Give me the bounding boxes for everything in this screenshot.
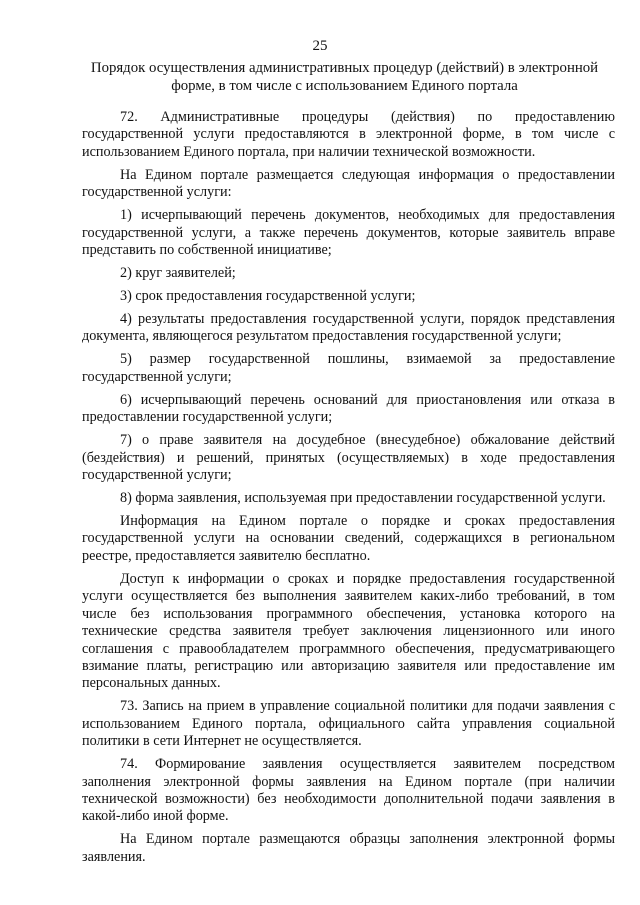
paragraph-free-info: Информация на Едином портале о порядке и сроках предоставления государственной услуги на основании сведений, содержащихся в региональном реестре, предоставляется заявителю бесплатно.: [82, 513, 615, 564]
list-item-4: 4) результаты предоставления государственной услуги, порядок представления документа, являющегося результатом предоставления государственной услуги;: [82, 311, 615, 345]
document-body: [82, 109, 615, 872]
page-number: 25: [312, 38, 328, 54]
list-item-6: 6) исчерпывающий перечень оснований для приостановления или отказа в предоставлении государственной услуги;: [82, 391, 615, 426]
paragraph-74: 74. Формирование заявления осуществляется заявителем посредством заполнения электронной формы заявления на Едином портале (при наличии технической возможности) без необходимости дополнительной подачи заявления в какой-либо иной форме.: [82, 756, 615, 825]
paragraph-info-intro: На Едином портале размещается следующая информация о предоставлении государственной услуги:: [82, 166, 615, 201]
paragraph-access-info: Доступ к информации о сроках и порядке предоставления государственной услуги осуществляется без выполнения заявителем каких-либо требований, в том числе без использования программного обеспечения, установка которого на технические средства заявителя требует заключения лицензионного или иного соглашения с правообладателем программного обеспечения, предусматривающего взимание платы, регистрацию или авторизацию заявителя или предоставление им персональных данных.: [82, 570, 615, 692]
paragraph-samples: На Едином портале размещаются образцы заполнения электронной формы заявления.: [82, 831, 615, 865]
list-item-1: 1) исчерпывающий перечень документов, необходимых для предоставления государственной услуги, а также перечень документов, которые заявитель вправе представить по собственной инициативе;: [82, 207, 615, 259]
list-item-3: 3) срок предоставления государственной услуги;: [120, 288, 416, 305]
paragraph-72: 72. Административные процедуры (действия) по предоставлению государственной услуги предоставляются в электронной форме, в том числе с использованием Единого портала, при наличии технической возможности.: [82, 109, 615, 160]
list-item-7: 7) о праве заявителя на досудебное (внесудебное) обжалование действий (бездействия) и решений, принятых (осуществляемых) в ходе предоставления государственной услуги;: [82, 432, 615, 484]
list-item-2: 2) круг заявителей;: [120, 265, 236, 282]
section-heading: Порядок осуществления административных процедур (действий) в электронной форме, в том числе с использованием Единого портала: [90, 60, 599, 94]
list-item-5: 5) размер государственной пошлины, взимаемой за предоставление государственной услуги;: [82, 351, 615, 385]
list-item-8: 8) форма заявления, используемая при предоставлении государственной услуги.: [120, 490, 606, 507]
paragraph-73: 73. Запись на прием в управление социальной политики для подачи заявления с использованием Единого портала, официального сайта управления социальной политики в сети Интернет не осуществляется.: [82, 698, 615, 750]
